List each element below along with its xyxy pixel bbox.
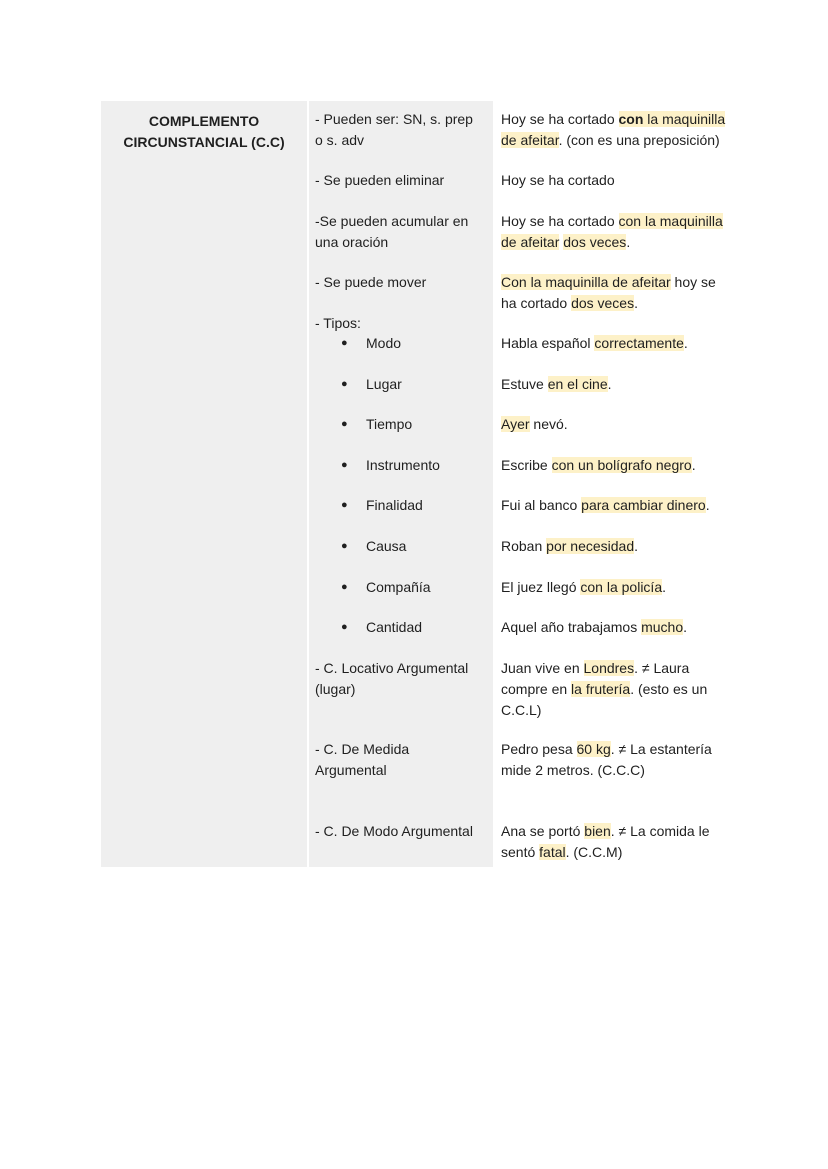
heading-line-2: CIRCUNSTANCIAL (C.C) bbox=[123, 134, 285, 150]
feature-modo-argumental: - C. De Modo Argumental bbox=[315, 823, 473, 839]
feature-pueden-ser-cont: o s. adv bbox=[315, 132, 365, 148]
feature-medida: - C. De Medida bbox=[315, 741, 410, 757]
example-instrumento: Escribe con un bolígrafo negro. bbox=[501, 457, 696, 473]
list-item bbox=[309, 333, 493, 354]
example-acumular-cont: de afeitar dos veces. bbox=[501, 234, 631, 250]
list-item bbox=[309, 495, 493, 516]
example-modo-argumental: Ana se portó bien. ≠ La comida le bbox=[501, 823, 710, 839]
feature-tipos: - Tipos: bbox=[315, 315, 361, 331]
example-locativo-cont2: C.C.L) bbox=[501, 702, 542, 718]
type-instrumento: Instrumento bbox=[366, 457, 440, 473]
list-item bbox=[309, 414, 493, 435]
example-tiempo: Ayer nevó. bbox=[501, 416, 568, 432]
feature-mover: - Se puede mover bbox=[315, 274, 427, 290]
example-compania: El juez llegó con la policía. bbox=[501, 579, 666, 595]
bullet-icon: ● bbox=[341, 337, 348, 349]
type-tiempo: Tiempo bbox=[366, 416, 413, 432]
examples-cell bbox=[495, 101, 743, 867]
bullet-icon: ● bbox=[341, 581, 348, 593]
type-cantidad: Cantidad bbox=[366, 619, 423, 635]
content-table bbox=[101, 101, 743, 867]
heading-line-1: COMPLEMENTO bbox=[148, 113, 260, 129]
example-mover: Con la maquinilla de afeitar hoy se bbox=[501, 274, 716, 290]
feature-medida-cont: Argumental bbox=[315, 762, 387, 778]
feature-locativo: - C. Locativo Argumental bbox=[315, 660, 469, 676]
heading-cell bbox=[101, 101, 307, 867]
type-lugar: Lugar bbox=[366, 376, 402, 392]
example-modo-argumental-cont: sentó fatal. (C.C.M) bbox=[501, 844, 623, 860]
feature-acumular: -Se pueden acumular en bbox=[315, 213, 469, 229]
bullet-icon: ● bbox=[341, 459, 348, 471]
feature-acumular-cont: una oración bbox=[315, 234, 389, 250]
example-causa: Roban por necesidad. bbox=[501, 538, 638, 554]
feature-locativo-cont: (lugar) bbox=[315, 681, 356, 697]
example-pueden-ser: Hoy se ha cortado con la maquinilla bbox=[501, 111, 726, 127]
list-item bbox=[309, 455, 493, 476]
example-modo: Habla español correctamente. bbox=[501, 335, 688, 351]
features-cell bbox=[309, 101, 493, 867]
bullet-icon: ● bbox=[341, 621, 348, 633]
example-locativo: Juan vive en Londres. ≠ Laura bbox=[501, 660, 690, 676]
example-medida: Pedro pesa 60 kg. ≠ La estantería bbox=[501, 741, 712, 757]
example-mover-cont: ha cortado dos veces. bbox=[501, 295, 638, 311]
example-acumular: Hoy se ha cortado con la maquinilla bbox=[501, 213, 723, 229]
feature-pueden-ser: - Pueden ser: SN, s. prep bbox=[315, 111, 473, 127]
example-eliminar: Hoy se ha cortado bbox=[501, 172, 615, 188]
example-locativo-cont: compre en la frutería. (esto es un bbox=[501, 681, 708, 697]
type-compania: Compañía bbox=[366, 579, 431, 595]
bullet-icon: ● bbox=[341, 418, 348, 430]
example-finalidad: Fui al banco para cambiar dinero. bbox=[501, 497, 710, 513]
type-causa: Causa bbox=[366, 538, 407, 554]
list-item bbox=[309, 617, 493, 638]
list-item bbox=[309, 374, 493, 395]
example-medida-cont: mide 2 metros. (C.C.C) bbox=[501, 762, 645, 778]
feature-eliminar: - Se pueden eliminar bbox=[315, 172, 445, 188]
list-item bbox=[309, 577, 493, 598]
example-cantidad: Aquel año trabajamos mucho. bbox=[501, 619, 688, 635]
bullet-icon: ● bbox=[341, 378, 348, 390]
bullet-icon: ● bbox=[341, 540, 348, 552]
example-lugar: Estuve en el cine. bbox=[501, 376, 612, 392]
bullet-icon: ● bbox=[341, 499, 348, 511]
type-modo: Modo bbox=[366, 335, 402, 351]
section-heading bbox=[101, 111, 307, 153]
list-item bbox=[309, 536, 493, 557]
type-finalidad: Finalidad bbox=[366, 497, 423, 513]
example-pueden-ser-cont: de afeitar. (con es una preposición) bbox=[501, 132, 720, 148]
